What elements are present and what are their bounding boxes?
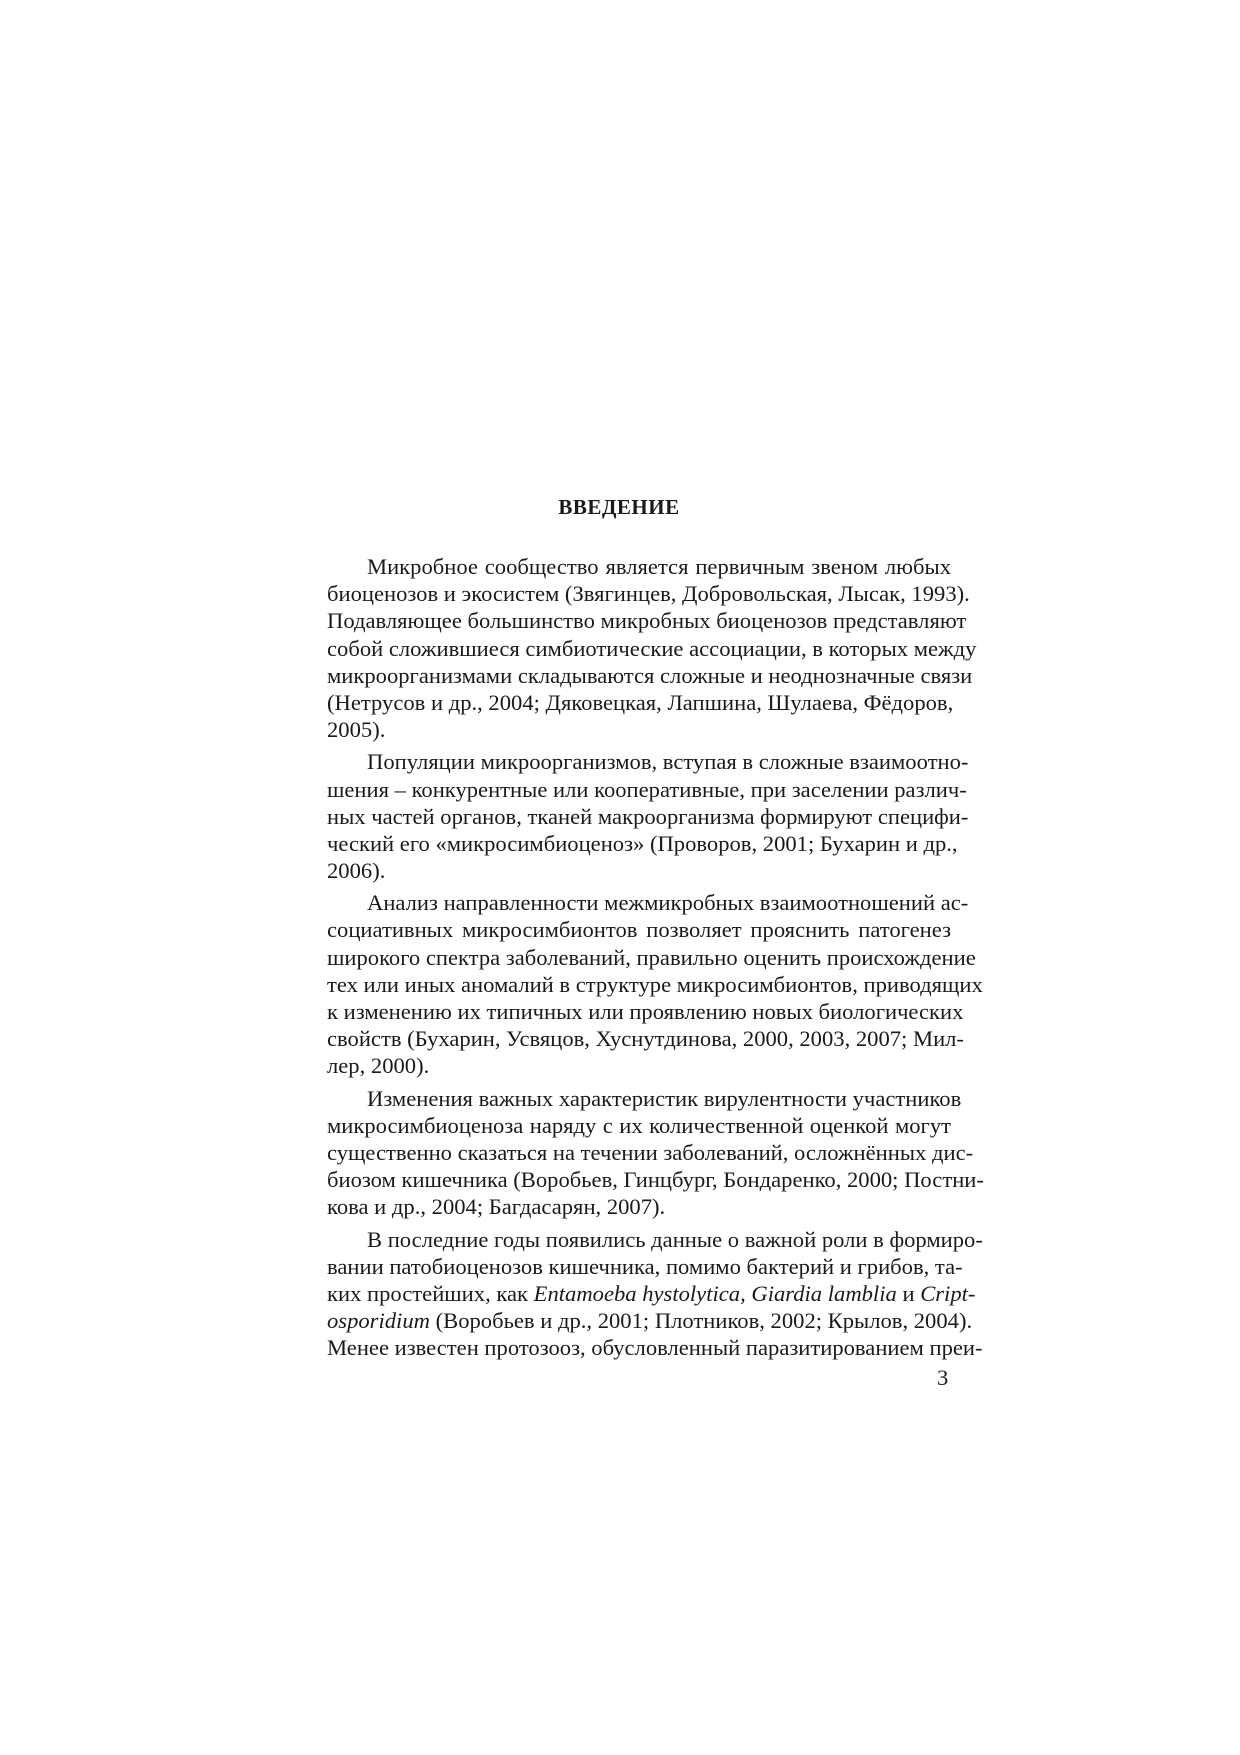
text-line: Популяции микроорганизмов, вступая в сложные взаимоотно-	[367, 749, 969, 775]
text-line: шения – конкурентные или кооперативные, при заселении различ-	[327, 776, 967, 802]
text-segment: ких простейших, как	[327, 1280, 534, 1306]
text-line: микросимбиоценоза наряду с их количественной оценкой могут	[327, 1112, 951, 1138]
text-line: Микробное сообщество является первичным звеном любых	[367, 554, 951, 579]
text-segment: и	[896, 1280, 921, 1306]
document-page	[287, 494, 984, 1366]
text-line: собой сложившиеся симбиотические ассоциации, в которых между	[327, 635, 977, 661]
species-name: osporidium	[327, 1308, 430, 1334]
text-line: 2006).	[327, 858, 386, 884]
page-title: ВВЕДЕНИЕ	[558, 495, 680, 519]
text-line: лер, 2000).	[327, 1053, 430, 1079]
paragraph-2	[287, 748, 969, 884]
text-segment: (Воробьев и др., 2001; Плотников, 2002; Крылов, 2004).	[429, 1308, 973, 1334]
text-line: широкого спектра заболеваний, правильно оценить происхождение	[327, 944, 976, 970]
text-line: Менее известен протозооз, обусловленный паразитированием преи-	[327, 1335, 983, 1361]
text-line: кова и др., 2004; Багдасарян, 2007).	[327, 1194, 666, 1220]
text-line: ческий его «микросимбиоценоз» (Проворов, 2001; Бухарин и др.,	[327, 830, 958, 856]
text-line: вании патобиоценозов кишечника, помимо бактерий и грибов, та-	[327, 1253, 963, 1279]
text-line: Подавляющее большинство микробных биоценозов представляют	[327, 608, 967, 634]
text-line: существенно сказаться на течении заболеваний, осложнённых дис-	[327, 1139, 974, 1165]
text-line: Изменения важных характеристик вирулентности участников	[367, 1085, 962, 1111]
text-line: биоценозов и экосистем (Звягинцев, Добровольская, Лысак, 1993).	[327, 581, 970, 607]
text-line: ных частей органов, тканей макроорганизма формируют специфи-	[327, 803, 969, 829]
text-line: В последние годы появились данные о важной роли в формиро-	[367, 1226, 983, 1252]
text-line: тех или иных аномалий в структуре микросимбионтов, приводящих	[327, 971, 983, 997]
text-line: биозом кишечника (Воробьев, Гинцбург, Бондаренко, 2000; Постни-	[327, 1167, 984, 1193]
paragraph-5	[287, 1226, 983, 1362]
species-name: Entamoeba hystolytica, Giardia lamblia	[533, 1280, 897, 1306]
text-line: 2005).	[327, 717, 386, 743]
text-line: Анализ направленности межмикробных взаимоотношений ас-	[367, 890, 969, 916]
species-name: Cript-	[920, 1280, 976, 1306]
text-line: социативных микросимбионтов позволяет прояснить патогенез	[327, 917, 951, 943]
text-line: свойств (Бухарин, Усвяцов, Хуснутдинова, 2000, 2003, 2007; Мил-	[327, 1026, 964, 1052]
paragraph-1	[287, 553, 977, 743]
text-line: к изменению их типичных или проявлению новых биологических	[327, 999, 964, 1024]
text-line: микроорганизмами складываются сложные и неоднозначные связи	[327, 662, 973, 688]
text-line-mixed	[287, 1307, 973, 1334]
paragraph-4	[287, 1085, 984, 1221]
text-line: (Нетрусов и др., 2004; Дяковецкая, Лапшина, Шулаева, Фёдоров,	[327, 689, 954, 715]
text-line-mixed	[287, 1280, 976, 1307]
page-number: 3	[937, 1365, 949, 1390]
paragraph-3	[287, 889, 983, 1079]
